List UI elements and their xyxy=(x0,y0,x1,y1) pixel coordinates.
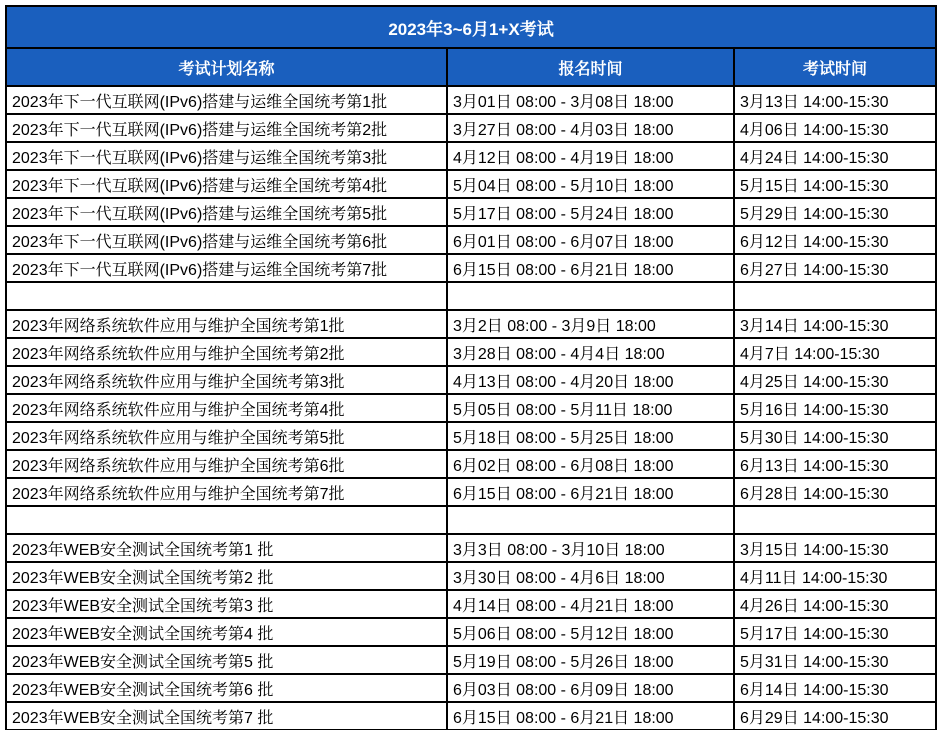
exam-time-cell: 6月14日 14:00-15:30 xyxy=(734,674,936,702)
registration-time-cell: 6月03日 08:00 - 6月09日 18:00 xyxy=(447,674,734,702)
exam-time-cell: 4月7日 14:00-15:30 xyxy=(734,338,936,366)
exam-time-cell: 3月13日 14:00-15:30 xyxy=(734,86,936,114)
exam-time-cell: 5月31日 14:00-15:30 xyxy=(734,646,936,674)
exam-name-cell: 2023年下一代互联网(IPv6)搭建与运维全国统考第4批 xyxy=(6,170,447,198)
exam-name-cell: 2023年WEB安全测试全国统考第2 批 xyxy=(6,562,447,590)
table-title-row xyxy=(6,6,936,48)
table-row xyxy=(6,198,936,226)
table-row xyxy=(6,366,936,394)
registration-time-cell: 3月27日 08:00 - 4月03日 18:00 xyxy=(447,114,734,142)
exam-name-cell: 2023年WEB安全测试全国统考第5 批 xyxy=(6,646,447,674)
registration-time-cell: 3月30日 08:00 - 4月6日 18:00 xyxy=(447,562,734,590)
exam-time-cell: 6月28日 14:00-15:30 xyxy=(734,478,936,506)
registration-time-cell: 4月14日 08:00 - 4月21日 18:00 xyxy=(447,590,734,618)
exam-time-cell: 3月15日 14:00-15:30 xyxy=(734,534,936,562)
table-row xyxy=(6,674,936,702)
exam-name-cell: 2023年网络系统软件应用与维护全国统考第7批 xyxy=(6,478,447,506)
exam-name-cell: 2023年WEB安全测试全国统考第1 批 xyxy=(6,534,447,562)
exam-schedule-table xyxy=(5,5,937,730)
exam-name-cell: 2023年网络系统软件应用与维护全国统考第3批 xyxy=(6,366,447,394)
table-row xyxy=(6,142,936,170)
exam-name-cell: 2023年下一代互联网(IPv6)搭建与运维全国统考第7批 xyxy=(6,254,447,282)
exam-time-cell: 6月29日 14:00-15:30 xyxy=(734,702,936,730)
exam-time-cell: 4月24日 14:00-15:30 xyxy=(734,142,936,170)
exam-name-cell: 2023年WEB安全测试全国统考第6 批 xyxy=(6,674,447,702)
exam-name-cell xyxy=(6,282,447,310)
table-row xyxy=(6,590,936,618)
exam-name-cell: 2023年WEB安全测试全国统考第4 批 xyxy=(6,618,447,646)
exam-time-cell xyxy=(734,506,936,534)
exam-time-cell: 4月11日 14:00-15:30 xyxy=(734,562,936,590)
registration-time-cell: 5月05日 08:00 - 5月11日 18:00 xyxy=(447,394,734,422)
table-row xyxy=(6,394,936,422)
registration-time-cell: 6月01日 08:00 - 6月07日 18:00 xyxy=(447,226,734,254)
registration-time-cell: 5月06日 08:00 - 5月12日 18:00 xyxy=(447,618,734,646)
exam-name-cell: 2023年下一代互联网(IPv6)搭建与运维全国统考第1批 xyxy=(6,86,447,114)
exam-name-cell: 2023年下一代互联网(IPv6)搭建与运维全国统考第6批 xyxy=(6,226,447,254)
exam-name-cell: 2023年网络系统软件应用与维护全国统考第1批 xyxy=(6,310,447,338)
table-row xyxy=(6,338,936,366)
registration-time-cell: 5月17日 08:00 - 5月24日 18:00 xyxy=(447,198,734,226)
exam-time-cell: 5月29日 14:00-15:30 xyxy=(734,198,936,226)
registration-time-cell: 5月18日 08:00 - 5月25日 18:00 xyxy=(447,422,734,450)
exam-name-cell: 2023年网络系统软件应用与维护全国统考第4批 xyxy=(6,394,447,422)
table-title: 2023年3~6月1+X考试 xyxy=(6,6,936,48)
table-row xyxy=(6,562,936,590)
registration-time-cell: 6月15日 08:00 - 6月21日 18:00 xyxy=(447,702,734,730)
table-header-row xyxy=(6,48,936,86)
table-row xyxy=(6,534,936,562)
registration-time-cell: 5月19日 08:00 - 5月26日 18:00 xyxy=(447,646,734,674)
registration-time-cell: 4月13日 08:00 - 4月20日 18:00 xyxy=(447,366,734,394)
exam-time-cell: 4月06日 14:00-15:30 xyxy=(734,114,936,142)
spacer-row xyxy=(6,282,936,310)
exam-time-cell: 6月12日 14:00-15:30 xyxy=(734,226,936,254)
exam-time-cell: 5月30日 14:00-15:30 xyxy=(734,422,936,450)
exam-time-cell: 4月26日 14:00-15:30 xyxy=(734,590,936,618)
registration-time-cell: 3月3日 08:00 - 3月10日 18:00 xyxy=(447,534,734,562)
table-row xyxy=(6,422,936,450)
table-row xyxy=(6,86,936,114)
column-header-registration-time: 报名时间 xyxy=(447,48,734,86)
registration-time-cell: 3月2日 08:00 - 3月9日 18:00 xyxy=(447,310,734,338)
table-row xyxy=(6,618,936,646)
table-row xyxy=(6,450,936,478)
exam-time-cell: 3月14日 14:00-15:30 xyxy=(734,310,936,338)
spacer-row xyxy=(6,506,936,534)
table-row xyxy=(6,478,936,506)
exam-time-cell: 6月13日 14:00-15:30 xyxy=(734,450,936,478)
table-row xyxy=(6,310,936,338)
registration-time-cell: 6月15日 08:00 - 6月21日 18:00 xyxy=(447,254,734,282)
column-header-exam-plan-name: 考试计划名称 xyxy=(6,48,447,86)
registration-time-cell: 6月02日 08:00 - 6月08日 18:00 xyxy=(447,450,734,478)
exam-name-cell: 2023年WEB安全测试全国统考第3 批 xyxy=(6,590,447,618)
registration-time-cell xyxy=(447,282,734,310)
table-row xyxy=(6,114,936,142)
exam-name-cell: 2023年网络系统软件应用与维护全国统考第6批 xyxy=(6,450,447,478)
registration-time-cell: 3月01日 08:00 - 3月08日 18:00 xyxy=(447,86,734,114)
exam-name-cell: 2023年下一代互联网(IPv6)搭建与运维全国统考第5批 xyxy=(6,198,447,226)
column-header-exam-time: 考试时间 xyxy=(734,48,936,86)
table-row xyxy=(6,226,936,254)
exam-time-cell: 5月17日 14:00-15:30 xyxy=(734,618,936,646)
registration-time-cell xyxy=(447,506,734,534)
exam-name-cell: 2023年WEB安全测试全国统考第7 批 xyxy=(6,702,447,730)
table-row xyxy=(6,254,936,282)
exam-time-cell xyxy=(734,282,936,310)
table-row xyxy=(6,170,936,198)
registration-time-cell: 3月28日 08:00 - 4月4日 18:00 xyxy=(447,338,734,366)
exam-name-cell xyxy=(6,506,447,534)
exam-table-body xyxy=(6,86,936,730)
exam-name-cell: 2023年下一代互联网(IPv6)搭建与运维全国统考第3批 xyxy=(6,142,447,170)
table-row xyxy=(6,646,936,674)
table-row xyxy=(6,702,936,730)
exam-time-cell: 5月16日 14:00-15:30 xyxy=(734,394,936,422)
exam-name-cell: 2023年下一代互联网(IPv6)搭建与运维全国统考第2批 xyxy=(6,114,447,142)
registration-time-cell: 4月12日 08:00 - 4月19日 18:00 xyxy=(447,142,734,170)
registration-time-cell: 6月15日 08:00 - 6月21日 18:00 xyxy=(447,478,734,506)
exam-time-cell: 5月15日 14:00-15:30 xyxy=(734,170,936,198)
exam-time-cell: 6月27日 14:00-15:30 xyxy=(734,254,936,282)
registration-time-cell: 5月04日 08:00 - 5月10日 18:00 xyxy=(447,170,734,198)
exam-name-cell: 2023年网络系统软件应用与维护全国统考第2批 xyxy=(6,338,447,366)
exam-name-cell: 2023年网络系统软件应用与维护全国统考第5批 xyxy=(6,422,447,450)
exam-time-cell: 4月25日 14:00-15:30 xyxy=(734,366,936,394)
